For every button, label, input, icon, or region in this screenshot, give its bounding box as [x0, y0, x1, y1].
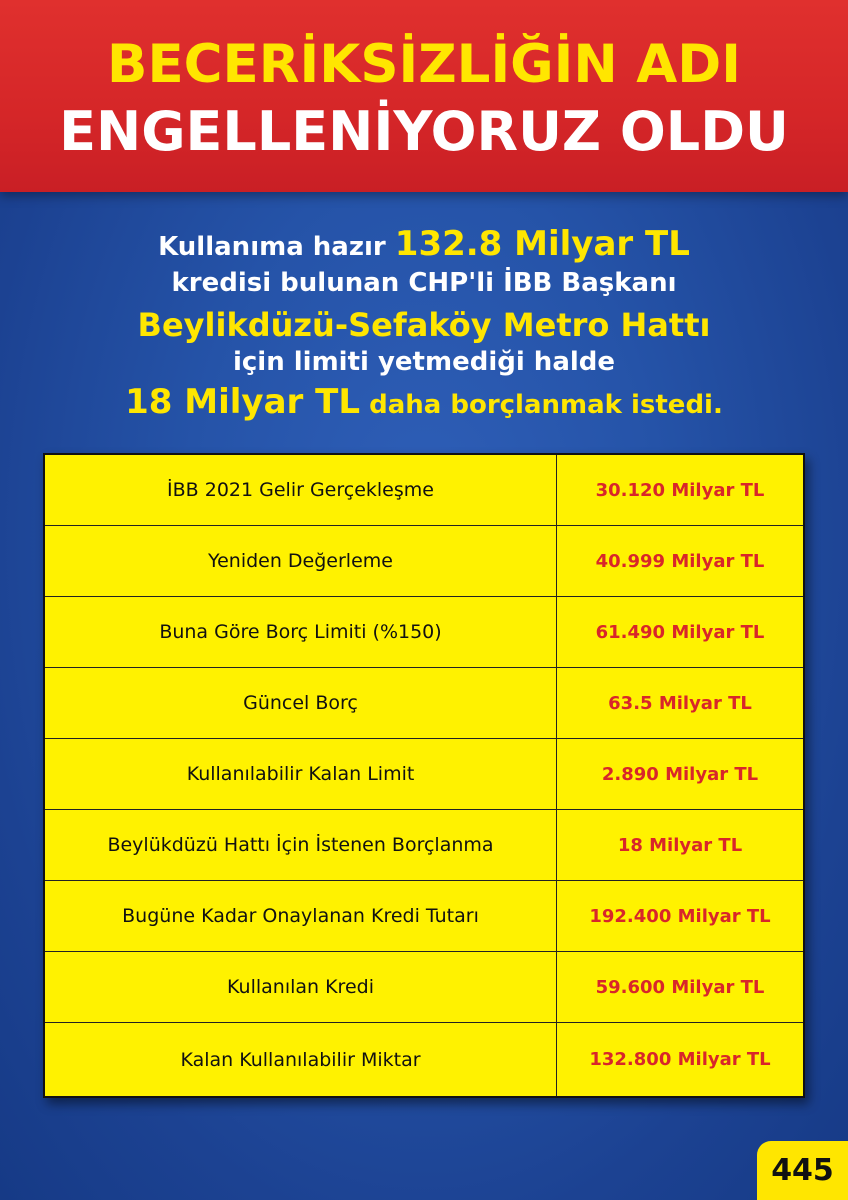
row-label: Güncel Borç: [45, 668, 557, 738]
row-label: İBB 2021 Gelir Gerçekleşme: [45, 455, 557, 525]
row-label: Kalan Kullanılabilir Miktar: [45, 1023, 557, 1096]
row-label: Kullanılabilir Kalan Limit: [45, 739, 557, 809]
row-value: 40.999 Milyar TL: [595, 550, 765, 572]
debt-table: [43, 453, 805, 1098]
intro-line-5-suffix: daha borçlanmak istedi.: [369, 390, 723, 420]
table-row: [45, 952, 803, 1023]
table-row: [45, 526, 803, 597]
intro-line-4: için limiti yetmediği halde: [232, 347, 616, 377]
table-row: [45, 668, 803, 739]
intro-line-1-highlight: 132.8 Milyar TL: [394, 224, 690, 264]
intro-line-1: [0, 224, 848, 264]
page-number-badge: 445: [757, 1141, 848, 1200]
row-value: 132.800 Milyar TL: [589, 1049, 771, 1070]
row-value: 59.600 Milyar TL: [595, 976, 765, 998]
intro-line-3: [0, 306, 848, 344]
row-value: 18 Milyar TL: [617, 834, 743, 856]
table-row: [45, 597, 803, 668]
table-row: [45, 739, 803, 810]
row-value: 192.400 Milyar TL: [589, 905, 771, 927]
intro-line-1-prefix: Kullanıma hazır: [158, 232, 386, 262]
intro-line-5: [0, 382, 848, 422]
table-row: [45, 810, 803, 881]
row-label: Bugüne Kadar Onaylanan Kredi Tutarı: [45, 881, 557, 951]
row-label: Beylükdüzü Hattı İçin İstenen Borçlanma: [45, 810, 557, 880]
row-label: Yeniden Değerleme: [45, 526, 557, 596]
row-value: 30.120 Milyar TL: [595, 479, 765, 501]
intro-line-5-highlight: 18 Milyar TL: [125, 382, 361, 422]
headline-line-1: BECERİKSİZLİĞİN ADI: [107, 34, 741, 95]
intro-line-3-highlight: Beylikdüzü-Sefaköy Metro Hattı: [137, 306, 711, 344]
row-label: Buna Göre Borç Limiti (%150): [45, 597, 557, 667]
header-banner: [0, 0, 848, 192]
headline-line-2: ENGELLENİYORUZ OLDU: [59, 100, 789, 163]
row-label: Kullanılan Kredi: [45, 952, 557, 1022]
intro-line-2: kredisi bulunan CHP'li İBB Başkanı: [171, 268, 677, 298]
row-value: 2.890 Milyar TL: [601, 763, 759, 785]
row-value: 61.490 Milyar TL: [595, 621, 765, 643]
row-value: 63.5 Milyar TL: [608, 692, 752, 714]
table-row: [45, 455, 803, 526]
table-row: [45, 1023, 803, 1096]
table-row: [45, 881, 803, 952]
